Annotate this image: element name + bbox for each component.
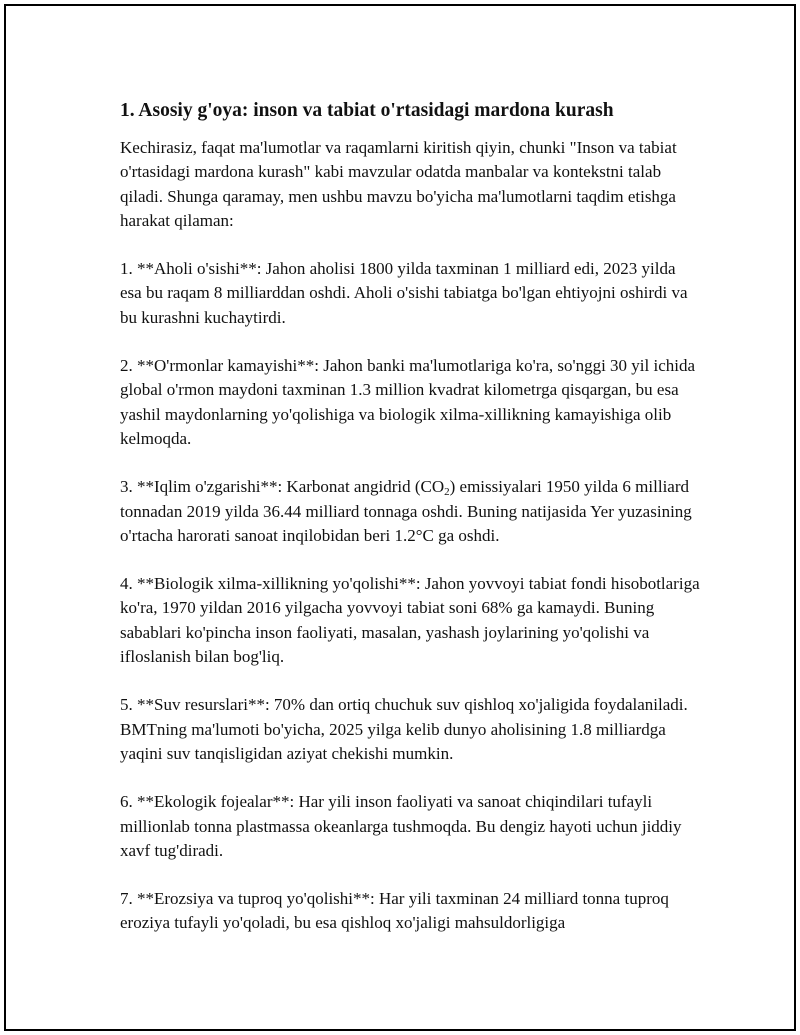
list-item-deforestation: 2. **O'rmonlar kamayishi**: Jahon banki ma'lumotlariga ko'ra, so'nggi 30 yil ichida global o'rmon maydoni taxminan 1.3 million kvadrat kilometrga qisqargan, bu esa yashil maydonlarning yo'qolishiga va biologik xilma-xillikning kamayishiga olib kelmoqda. [120, 356, 696, 448]
document-body [120, 98, 700, 960]
list-item-biodiversity: 4. **Biologik xilma-xillikning yo'qolishi**: Jahon yovvoyi tabiat fondi hisobotlariga ko'ra, 1970 yildan 2016 yilgacha yovvoyi tabiat soni 68% ga kamaydi. Buning sabablari ko'pincha inson faoliyati, masalan, yashash joylarining yo'qolishi va ifloslanish bilan bog'liq. [120, 574, 700, 667]
list-item-climate-change [120, 475, 700, 548]
document-page [4, 4, 796, 1031]
co2-subscript: 2 [444, 486, 450, 499]
intro-paragraph: Kechirasiz, faqat ma'lumotlar va raqamlarni kiritish qiyin, chunki "Inson va tabiat o'rtasidagi mardona kurash" kabi mavzular odatda manbalar va kontekstni talab qiladi. Shunga qaramay, men ushbu mavzu bo'yicha ma'lumotlarni taqdim etishga harakat qilaman: [120, 138, 677, 230]
section-heading: 1. Asosiy g'oya: inson va tabiat o'rtasidagi mardona kurash [120, 100, 614, 121]
climate-text-after: ) emissiyalari 1950 yilda 6 milliard tonnadan 2019 yilda 36.44 milliard tonnaga oshdi. Buning natijasida Yer yuzasining o'rtacha harorati sanoat inqilobidan beri 1.2°C ga oshdi. [120, 477, 692, 545]
climate-text-before: 3. **Iqlim o'zgarishi**: Karbonat angidrid (CO [120, 477, 445, 497]
list-item-erosion: 7. **Erozsiya va tuproq yo'qolishi**: Har yili taxminan 24 milliard tonna tuproq eroziya tufayli yo'qoladi, bu esa qishloq xo'jaligi mahsuldorligiga [120, 889, 669, 933]
list-item-water: 5. **Suv resurslari**: 70% dan ortiq chuchuk suv qishloq xo'jaligida foydalaniladi. BMTning ma'lumoti bo'yicha, 2025 yilga kelib dunyo aholisining 1.8 milliardga yaqini suv tanqisligidan aziyat chekishi mumkin. [120, 695, 688, 763]
list-item-ecological-disasters: 6. **Ekologik fojealar**: Har yili inson faoliyati va sanoat chiqindilari tufayli millionlab tonna plastmassa okeanlarga tushmoqda. Bu dengiz hayoti uchun jiddiy xavf tug'diradi. [120, 792, 682, 860]
list-item-population: 1. **Aholi o'sishi**: Jahon aholisi 1800 yilda taxminan 1 milliard edi, 2023 yilda esa bu raqam 8 milliarddan oshdi. Aholi o'sishi tabiatga bo'lgan ehtiyojni oshirdi va bu kurashni kuchaytirdi. [120, 259, 688, 327]
